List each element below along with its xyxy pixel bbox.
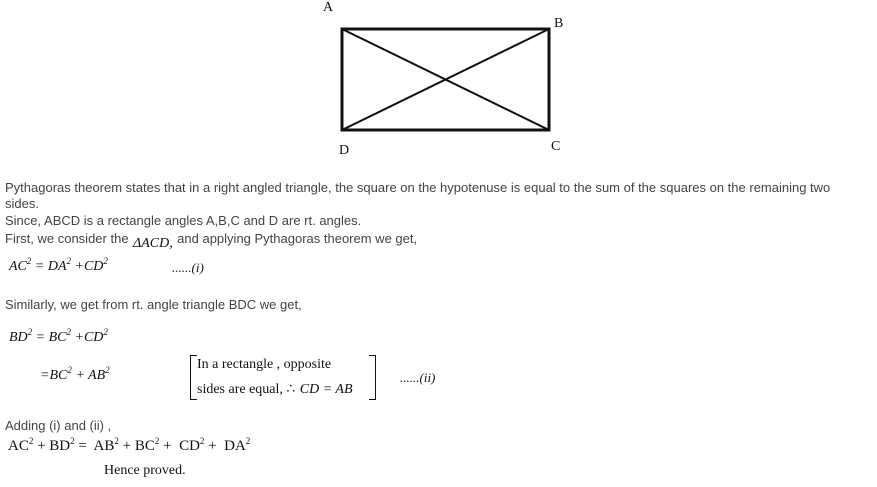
rectangle-figure	[0, 0, 877, 160]
bracket-left	[190, 355, 197, 400]
equation-1: $AC^2 = DA^2 +CD^2$	[9, 256, 108, 274]
hence-proved: Hence proved.	[104, 463, 186, 478]
bracket-right	[369, 355, 376, 400]
equation-2-line1: $BD^2 = BC^2 +CD^2$	[9, 327, 108, 345]
bracket-line2	[197, 380, 353, 398]
equation-1-label: ......(i)	[172, 260, 204, 275]
bracket-line2-math: CD = AB	[299, 382, 353, 397]
theorem-statement-line2: sides.	[5, 196, 39, 211]
bracket-line2-text: sides are equal, ∴	[197, 382, 296, 397]
consider-post: and applying Pythagoras theorem we get,	[177, 231, 418, 246]
adding-text: Adding (i) and (ii) ,	[5, 418, 112, 433]
consider-triangle-line	[5, 230, 418, 251]
vertex-label-b: B	[554, 16, 564, 31]
consider-pre: First, we consider the	[5, 231, 129, 246]
triangle-acd: ΔACD,	[133, 236, 173, 251]
rectangle-angles-text: Since, ABCD is a rectangle angles A,B,C and D are rt. angles.	[5, 213, 362, 228]
theorem-statement-line1: Pythagoras theorem states that in a right angled triangle, the square on the hypotenuse is equal to the sum of the squares on the remaining two	[5, 180, 831, 195]
vertex-label-c: C	[551, 139, 561, 154]
final-equation: $AC^2 + BD^2 = AB^2 + BC^2 + CD^2 + DA^2$	[8, 436, 251, 454]
vertex-label-a: A	[323, 0, 334, 15]
bracket-line1: In a rectangle , opposite	[197, 357, 332, 372]
equation-2-line2: $=BC^2 + AB^2$	[40, 365, 110, 383]
vertex-label-d: D	[339, 143, 350, 158]
equation-2-label: ......(ii)	[400, 370, 436, 385]
similarly-text: Similarly, we get from rt. angle triangle BDC we get,	[5, 297, 302, 312]
